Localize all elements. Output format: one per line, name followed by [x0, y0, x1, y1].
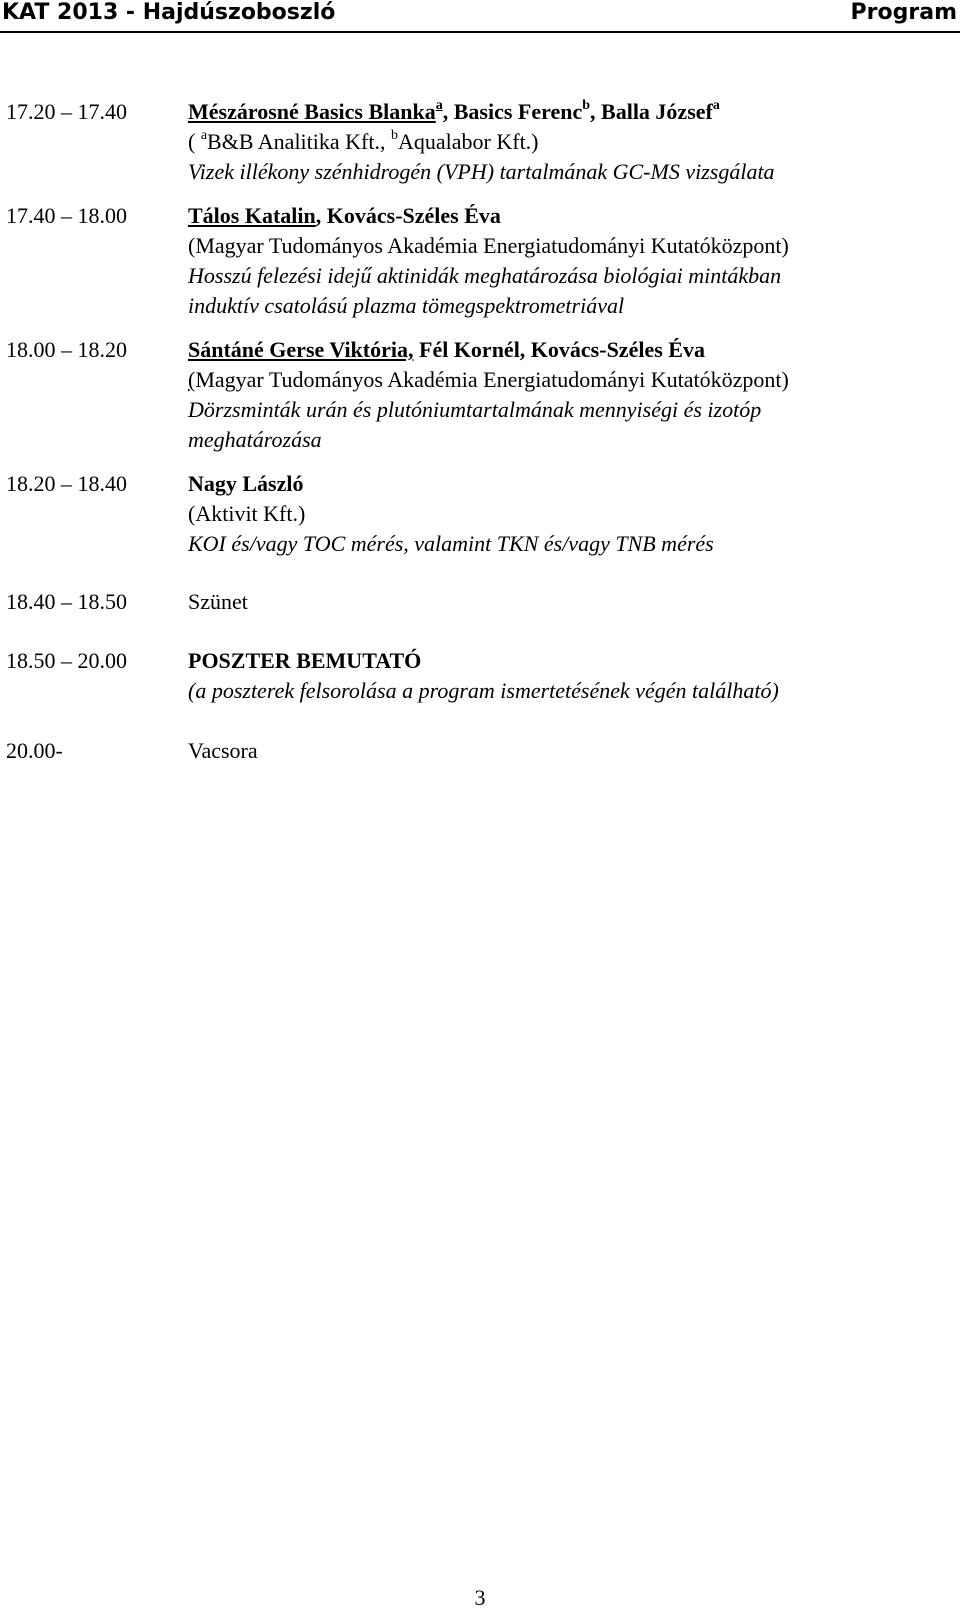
affiliation-org: Magyar Tudományos Akadémia Energiatudományi Kutatóközpont)	[195, 367, 789, 392]
entry-authors	[188, 201, 958, 231]
entry-label: Szünet	[188, 589, 248, 614]
entry-time: 20.00-	[6, 738, 63, 763]
entry-body	[188, 335, 958, 455]
author-others: , Kovács-Széles Éva	[315, 203, 501, 228]
entry-time: 18.50 – 20.00	[6, 648, 127, 673]
entry-time: 18.00 – 18.20	[6, 337, 127, 362]
entry-label: Vacsora	[188, 738, 258, 763]
author-name: Balla József	[601, 99, 713, 124]
entry-time: 17.20 – 17.40	[6, 99, 127, 124]
entry-label: POSZTER BEMUTATÓ	[188, 648, 422, 673]
entry-affiliation	[188, 365, 958, 395]
author-affiliation-mark: a	[435, 97, 443, 113]
entry-note: (a poszterek felsorolása a program ismertetésének végén található)	[188, 678, 779, 703]
entry-time: 17.40 – 18.00	[6, 203, 127, 228]
author-separator: ,	[590, 99, 602, 124]
author-presenter: Mészárosné Basics Blanka	[188, 99, 436, 124]
author-affiliation-mark: b	[582, 97, 591, 113]
entry-title-line: KOI és/vagy TOC mérés, valamint TKN és/vagy TNB mérés	[188, 531, 714, 556]
author-affiliation-mark: a	[712, 97, 720, 113]
entry-affiliation: (Aktivit Kft.)	[188, 501, 306, 526]
author-presenter: Sántáné Gerse Viktória,	[188, 337, 414, 362]
header-title: KAT 2013 - Hajdúszoboszló	[2, 0, 336, 25]
author-presenter: Tálos Katalin	[188, 203, 316, 228]
entry-affiliation: (Magyar Tudományos Akadémia Energiatudományi Kutatóközpont)	[188, 233, 789, 258]
entry-time: 18.40 – 18.50	[6, 589, 127, 614]
entry-title-line: induktív csatolású plazma tömegspektrometriával	[188, 293, 625, 318]
author-name: Basics Ferenc	[453, 99, 583, 124]
author-others: Fél Kornél, Kovács-Széles Éva	[413, 337, 705, 362]
entry-affiliation	[188, 127, 958, 157]
author-separator: ,	[442, 99, 454, 124]
affiliation-mark: a	[200, 127, 208, 143]
affiliation-org: Aqualabor Kft.)	[398, 129, 539, 154]
entry-body	[188, 97, 958, 187]
entry-authors: Nagy László	[188, 471, 304, 496]
header-rule	[0, 31, 960, 33]
entry-body	[188, 587, 958, 617]
page-header	[0, 0, 960, 30]
entry-body	[188, 736, 958, 766]
entry-title-line: meghatározása	[188, 427, 322, 452]
entry-title-line: Dörzsminták urán és plutóniumtartalmának mennyiségi és izotóp	[188, 397, 762, 422]
entry-authors	[188, 97, 958, 127]
entry-title-line: Vizek illékony szénhidrogén (VPH) tartalmának GC-MS vizsgálata	[188, 159, 775, 184]
entry-time: 18.20 – 18.40	[6, 471, 127, 496]
entry-body	[188, 469, 958, 559]
affiliation-org: B&B Analitika Kft.,	[207, 129, 391, 154]
page-number: 3	[474, 1585, 486, 1610]
entry-body	[188, 201, 958, 321]
affiliation-mark: b	[391, 127, 398, 143]
affiliation-paren: (	[188, 367, 196, 392]
affiliation-paren: (	[188, 129, 196, 154]
header-section: Program	[850, 0, 957, 25]
entry-body	[188, 646, 958, 706]
entry-authors	[188, 335, 958, 365]
entry-title-line: Hosszú felezési idejű aktinidák meghatározása biológiai mintákban	[188, 263, 782, 288]
